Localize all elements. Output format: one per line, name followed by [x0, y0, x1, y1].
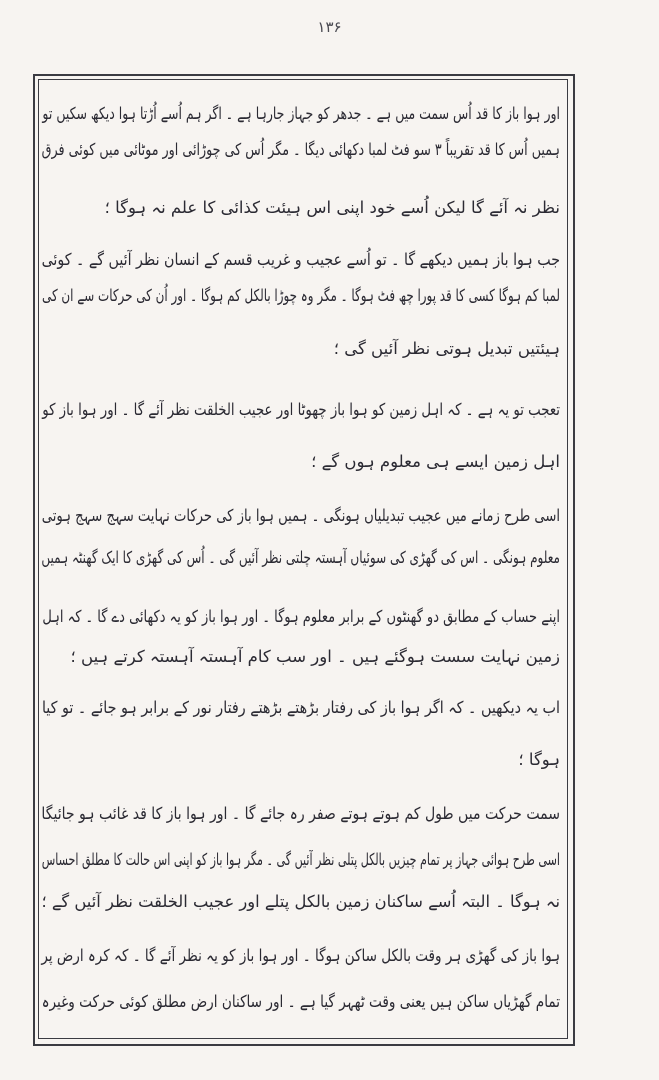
text-line: سمت حرکت میں طول کم ہوتے ہوتے صفر رہ جائے گا ۔ اور ہوا باز کا قد غائب ہو جائیگا — [41, 804, 561, 823]
text-line: اور ہوا باز کا قد اُس سمت میں ہے ۔ جدھر کو جہاز جارہا ہے ۔ اگر ہم اُسے اُڑتا ہوا دیکھ سکیں تو — [42, 104, 560, 123]
page-number: ۱۳۶ — [317, 18, 342, 36]
text-line: اپنے حساب کے مطابق دو گھنٹوں کے برابر معلوم ہوگا ۔ اور ہوا باز کو یہ دکھائی دے گا ۔ کہ اہل — [42, 607, 561, 626]
text-line: ہوگا ؛ — [518, 750, 560, 769]
text-line: اسی طرح ہوائی جہاز پر تمام چیزیں بالکل پتلی نظر آئیں گی ۔ مگر ہوا باز کو اپنی اس حالت کا مطلق احساس — [41, 850, 561, 869]
text-line: نہ ہوگا ۔ البتہ اُسے ساکنان زمین بالکل پتلے اور عجیب الخلقت نظر آئیں گے ؛ — [41, 892, 560, 911]
text-line: ہیئتیں تبدیل ہوتی نظر آئیں گی ؛ — [333, 339, 560, 358]
text-line: اسی طرح زمانے میں عجیب تبدیلیاں ہونگی ۔ ہمیں ہوا باز کی حرکات نہایت سہج سہج ہوتی — [41, 506, 561, 525]
text-line: معلوم ہونگی ۔ اس کی گھڑی کی سوئیاں آہستہ چلتی نظر آئیں گی ۔ اُس کی گھڑی کا ایک گھنٹہ ہمیں — [41, 548, 560, 567]
text-line: ہمیں اُس کا قد تقریباً ۳ سو فٹ لمبا دکھائی دیگا ۔ مگر اُس کی چوڑائی اور موٹائی میں کوئی فرق — [41, 140, 560, 159]
text-line: لمبا کم ہوگا کسی کا قد پورا چھ فٹ ہوگا ۔ مگر وہ چوڑا بالکل کم ہوگا ۔ اور اُن کی حرکات سے ان کی — [42, 286, 560, 305]
text-line: ہوا باز کی گھڑی ہر وقت بالکل ساکن ہوگا ۔ اور ہوا باز کو یہ نظر آئے گا ۔ کہ کرہ ارض پر — [41, 946, 560, 965]
text-line: زمین نہایت سست ہوگئے ہیں ۔ اور سب کام آہستہ آہستہ کرتے ہیں ؛ — [70, 647, 560, 666]
text-line: اہل زمین ایسے ہی معلوم ہوں گے ؛ — [311, 452, 560, 471]
text-line: اب یہ دیکھیں ۔ کہ اگر ہوا باز کی رفتار بڑھتے بڑھتے رفتار نور کے برابر ہو جائے ۔ تو کیا — [41, 698, 560, 717]
text-line: جب ہوا باز ہمیں دیکھے گا ۔ تو اُسے عجیب و غریب قسم کے انسان نظر آئیں گے ۔ کوئی — [41, 250, 561, 269]
text-line: تمام گھڑیاں ساکن ہیں یعنی وقت ٹھہر گیا ہے ۔ اور ساکنان ارض مطلق کوئی حرکت وغیرہ — [41, 992, 560, 1011]
text-line: تعجب تو یہ ہے ۔ کہ اہل زمین کو ہوا باز چھوٹا اور عجیب الخلقت نظر آئے گا ۔ اور ہوا باز کو — [42, 400, 560, 419]
text-line: نظر نہ آئے گا لیکن اُسے خود اپنی اس ہیئت کذائی کا علم نہ ہوگا ؛ — [104, 198, 560, 217]
